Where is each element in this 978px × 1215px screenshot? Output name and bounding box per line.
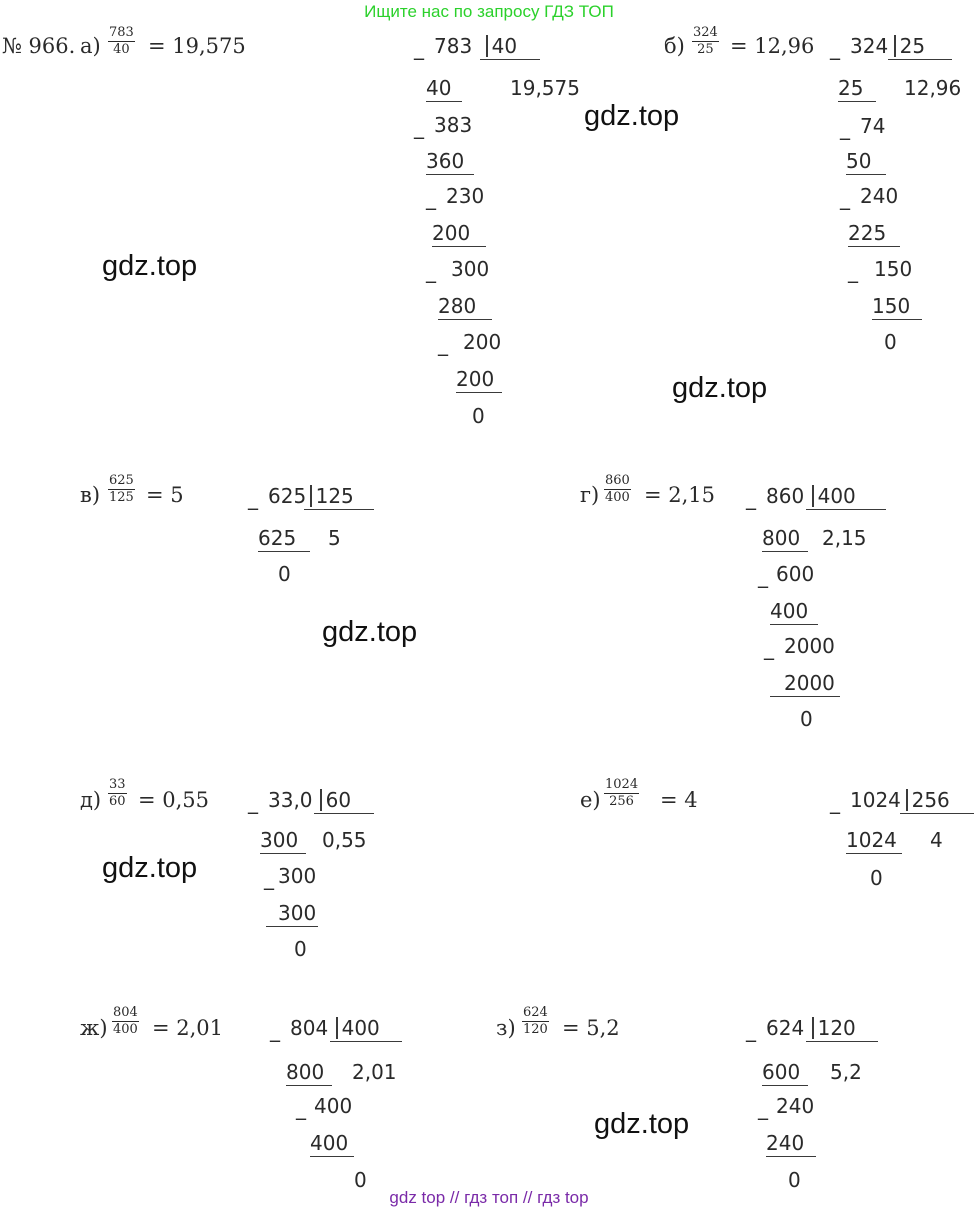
result-z: = 5,2 <box>562 1016 620 1040</box>
quotient-g: 2,15 <box>822 526 867 550</box>
minus-sign: _ <box>414 36 424 60</box>
minus-sign: _ <box>248 790 258 814</box>
footer-links[interactable]: gdz top // гдз топ // гдз top <box>389 1188 589 1207</box>
step-a-1: 40 <box>426 76 462 102</box>
divisor-z-value: 120 <box>817 1016 856 1040</box>
division-bar <box>812 1017 814 1039</box>
result-a: = 19,575 <box>148 34 246 58</box>
minus-sign: _ <box>414 115 424 139</box>
dividend-z: 624 <box>766 1016 805 1040</box>
division-bar <box>894 35 896 57</box>
divisor-g-value: 400 <box>817 484 856 508</box>
quotient-e: 4 <box>930 828 943 852</box>
quotient-zh: 2,01 <box>352 1060 397 1084</box>
step-v-1: 625 <box>258 526 310 552</box>
fraction-z <box>522 1006 549 1037</box>
step-g-5 <box>770 671 840 697</box>
step-g-1: 800 <box>762 526 808 552</box>
result-zh: = 2,01 <box>152 1016 224 1040</box>
minus-sign: _ <box>746 1018 756 1042</box>
divisor-zh <box>330 1016 402 1042</box>
fraction-z-denominator: 120 <box>523 1022 548 1037</box>
dividend-zh: 804 <box>290 1016 329 1040</box>
watermark: gdz.top <box>322 616 418 648</box>
quotient-b: 12,96 <box>904 76 962 100</box>
minus-sign: _ <box>296 1096 306 1120</box>
minus-sign: _ <box>426 186 436 210</box>
divisor-v-value: 125 <box>315 484 354 508</box>
division-bar <box>486 35 488 57</box>
quotient-a: 19,575 <box>510 76 580 100</box>
step-d-3 <box>266 901 318 927</box>
watermark: gdz.top <box>102 250 198 282</box>
label-e: е) <box>580 788 601 812</box>
dividend-v: 625 <box>268 484 307 508</box>
dividend-e: 1024 <box>850 788 901 812</box>
minus-sign: _ <box>840 186 850 210</box>
step-b-2: 74 <box>860 114 886 138</box>
step-b-4: 240 <box>860 184 899 208</box>
minus-sign: _ <box>840 116 850 140</box>
step-zh-2: 400 <box>314 1094 353 1118</box>
label-b: б) <box>664 34 685 58</box>
minus-sign: _ <box>438 332 448 356</box>
step-d-1: 300 <box>260 828 306 854</box>
fraction-v-numerator: 625 <box>109 473 134 488</box>
fraction-zh-numerator: 804 <box>113 1005 138 1020</box>
step-b-1: 25 <box>838 76 876 102</box>
quotient-v: 5 <box>328 526 341 550</box>
divisor-d <box>314 788 374 814</box>
dividend-a: 783 <box>434 34 473 58</box>
watermark: gdz.top <box>584 100 680 132</box>
minus-sign: _ <box>264 866 274 890</box>
fraction-v-denominator: 125 <box>109 490 134 505</box>
step-b-6: 150 <box>874 257 913 281</box>
minus-sign: _ <box>758 564 768 588</box>
fraction-d-denominator: 60 <box>109 794 126 809</box>
divisor-b-value: 25 <box>899 34 926 58</box>
fraction-e <box>604 778 639 809</box>
divisor-d-value: 60 <box>325 788 352 812</box>
minus-sign: _ <box>764 636 774 660</box>
fraction-zh-denominator: 400 <box>113 1022 138 1037</box>
step-g-5-value: 2000 <box>784 671 835 695</box>
label-a: а) <box>80 34 101 58</box>
step-z-4: 0 <box>788 1168 801 1192</box>
step-g-2: 600 <box>776 562 815 586</box>
step-a-9: 200 <box>456 367 502 393</box>
label-v: в) <box>80 483 101 507</box>
fraction-g <box>604 474 631 505</box>
minus-sign: _ <box>758 1096 768 1120</box>
fraction-a-numerator: 783 <box>109 25 134 40</box>
dividend-g: 860 <box>766 484 805 508</box>
step-a-5: 200 <box>432 221 486 247</box>
divisor-a <box>480 34 540 60</box>
task-number: № 966. <box>2 34 76 58</box>
step-d-2: 300 <box>278 864 317 888</box>
step-a-4: 230 <box>446 184 485 208</box>
label-zh: ж) <box>80 1016 108 1040</box>
fraction-d <box>108 778 127 809</box>
step-g-3: 400 <box>770 599 818 625</box>
divisor-e-value: 256 <box>911 788 950 812</box>
step-g-4: 2000 <box>784 634 835 658</box>
step-b-8: 0 <box>884 330 897 354</box>
divisor-a-value: 40 <box>491 34 518 58</box>
fraction-v <box>108 474 135 505</box>
minus-sign: _ <box>848 259 858 283</box>
fraction-b <box>692 26 719 57</box>
divisor-g <box>806 484 886 510</box>
divisor-v <box>304 484 374 510</box>
step-z-3: 240 <box>766 1131 816 1157</box>
fraction-e-numerator: 1024 <box>605 777 639 792</box>
division-bar <box>320 789 322 811</box>
fraction-g-numerator: 860 <box>605 473 630 488</box>
quotient-z: 5,2 <box>830 1060 862 1084</box>
label-d: д) <box>80 788 102 812</box>
step-b-7: 150 <box>872 294 922 320</box>
step-zh-1: 800 <box>286 1060 332 1086</box>
minus-sign: _ <box>426 259 436 283</box>
fraction-g-denominator: 400 <box>605 490 630 505</box>
step-e-1: 1024 <box>846 828 902 854</box>
result-e: = 4 <box>660 788 698 812</box>
step-a-10: 0 <box>472 404 485 428</box>
division-bar <box>812 485 814 507</box>
result-d: = 0,55 <box>138 788 210 812</box>
step-zh-4: 0 <box>354 1168 367 1192</box>
fraction-zh <box>112 1006 139 1037</box>
dividend-d: 33,0 <box>268 788 313 812</box>
fraction-d-numerator: 33 <box>109 777 126 792</box>
step-e-2: 0 <box>870 866 883 890</box>
result-g: = 2,15 <box>644 483 716 507</box>
minus-sign: _ <box>248 486 258 510</box>
step-v-2: 0 <box>278 562 291 586</box>
label-z: з) <box>496 1016 516 1040</box>
step-z-2: 240 <box>776 1094 815 1118</box>
step-a-2: 383 <box>434 113 473 137</box>
step-zh-3: 400 <box>310 1131 354 1157</box>
quotient-d: 0,55 <box>322 828 367 852</box>
step-b-5: 225 <box>848 221 900 247</box>
division-bar <box>310 485 312 507</box>
divisor-b <box>888 34 952 60</box>
watermark: gdz.top <box>594 1108 690 1140</box>
search-hint-banner: Ищите нас по запросу ГДЗ ТОП <box>364 2 614 21</box>
step-a-6: 300 <box>451 257 490 281</box>
step-b-3: 50 <box>846 149 886 175</box>
label-g: г) <box>580 483 600 507</box>
fraction-a <box>108 26 135 57</box>
fraction-z-numerator: 624 <box>523 1005 548 1020</box>
step-a-3: 360 <box>426 149 474 175</box>
step-z-1: 600 <box>762 1060 808 1086</box>
step-a-8: 200 <box>463 330 502 354</box>
minus-sign: _ <box>830 790 840 814</box>
fraction-b-numerator: 324 <box>693 25 718 40</box>
divisor-z <box>806 1016 878 1042</box>
watermark: gdz.top <box>102 852 198 884</box>
division-bar <box>336 1017 338 1039</box>
step-g-6: 0 <box>800 707 813 731</box>
result-b: = 12,96 <box>730 34 815 58</box>
minus-sign: _ <box>746 486 756 510</box>
divisor-zh-value: 400 <box>341 1016 380 1040</box>
fraction-a-denominator: 40 <box>113 42 130 57</box>
result-v: = 5 <box>146 483 184 507</box>
division-bar <box>906 789 908 811</box>
minus-sign: _ <box>830 36 840 60</box>
step-d-4: 0 <box>294 937 307 961</box>
step-a-7: 280 <box>438 294 492 320</box>
minus-sign: _ <box>270 1018 280 1042</box>
fraction-e-denominator: 256 <box>609 794 634 809</box>
step-d-3-value: 300 <box>278 901 317 925</box>
dividend-b: 324 <box>850 34 889 58</box>
watermark: gdz.top <box>672 372 768 404</box>
divisor-e <box>900 788 974 814</box>
fraction-b-denominator: 25 <box>697 42 714 57</box>
